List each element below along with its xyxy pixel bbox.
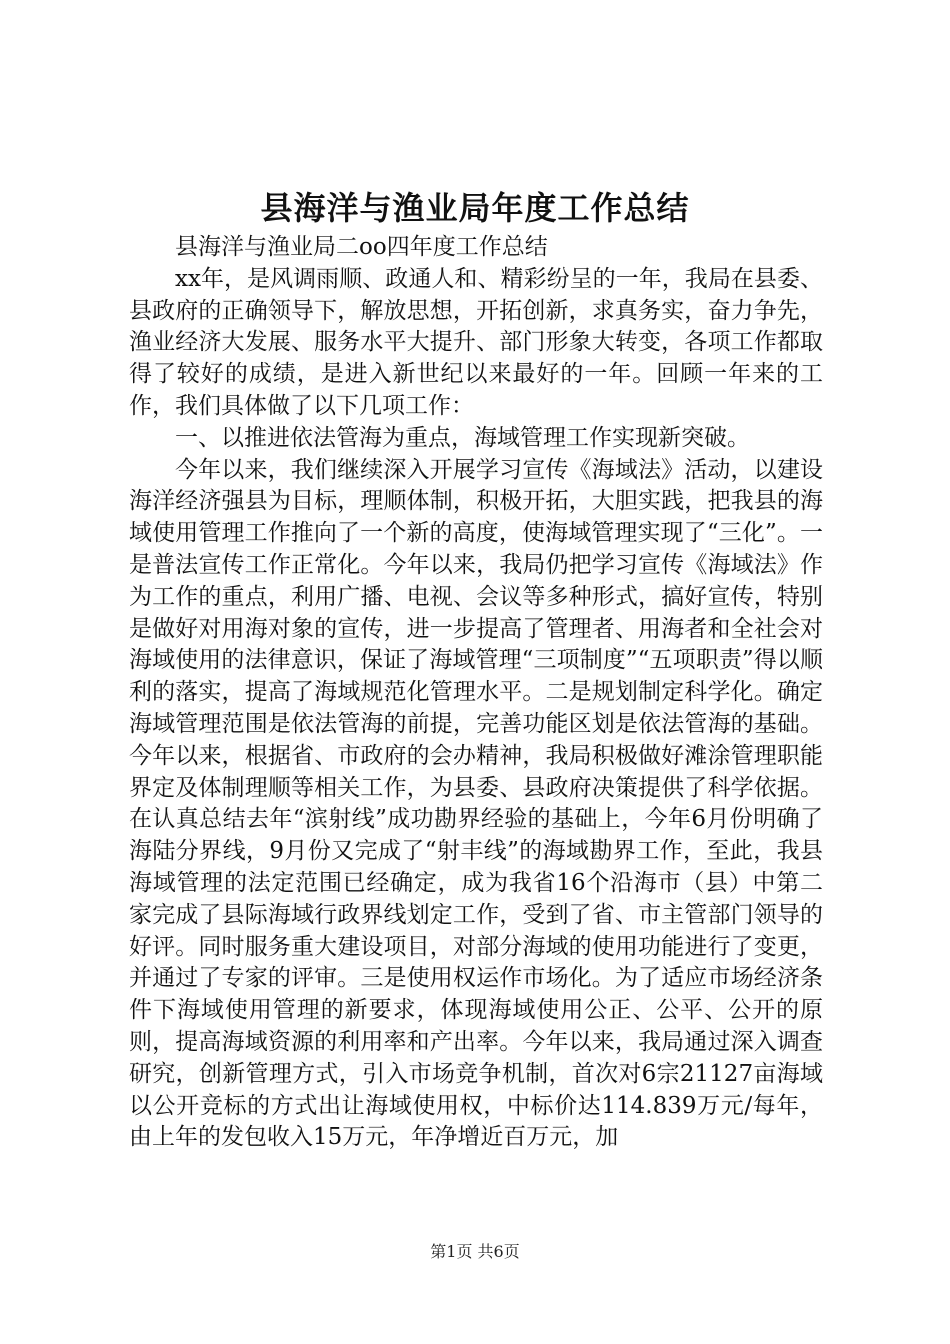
section-heading: 一、以推进依法管海为重点，海域管理工作实现新突破。 xyxy=(175,424,750,451)
intro-paragraph: xx年，是风调雨顺、政通人和、精彩纷呈的一年，我局在县委、县政府的正确领导下，解放思想，开拓创新，求真务实，奋力争先，渔业经济大发展、服务水平大提升、部门形象大转变，各项工作都取得了较好的成绩，是进入新世纪以来最好的一年。回顾一年来的工作，我们具体做了以下几项工作： xyxy=(129,265,823,419)
document-title: 县海洋与渔业局年度工作总结 xyxy=(260,189,690,227)
subtitle-paragraph: 县海洋与渔业局二oo四年度工作总结 xyxy=(175,234,548,260)
body-paragraph: 今年以来，我们继续深入开展学习宣传《海域法》活动，以建设海洋经济强县为目标，理顺体制，积极开拓，大胆实践，把我县的海域使用管理工作推向了一个新的高度，使海域管理实现了“三化”。一是普法宣传工作正常化。今年以来，我局仍把学习宣传《海域法》作为工作的重点，利用广播、电视、会议等多种形式，搞好宣传，特别是做好对用海对象的宣传，进一步提高了管理者、用海者和全社会对海域使用的法律意识，保证了海域管理“三项制度”“五项职责”得以顺利的落实，提高了海域规范化管理水平。二是规划制定科学化。确定海域管理范围是依法管海的前提，完善功能区划是依法管海的基础。今年以来，根据省、市政府的会办精神，我局积极做好滩涂管理职能界定及体制理顺等相关工作，为县委、县政府决策提供了科学依据。在认真总结去年“滨射线”成功勘界经验的基础上，今年6月份明确了海陆分界线，9月份又完成了“射丰线”的海域勘界工作，至此，我县海域管理的法定范围已经确定，成为我省16个沿海市（县）中第二家完成了县际海域行政界线划定工作，受到了省、市主管部门领导的好评。同时服务重大建设项目，对部分海域的使用功能进行了变更，并通过了专家的评审。三是使用权运作市场化。为了适应市场经济条件下海域使用管理的新要求，体现海域使用公正、公平、公开的原则，提高海域资源的利用率和产出率。今年以来，我局通过深入调查研究，创新管理方式，引入市场竞争机制，首次对6宗21127亩海域以公开竞标的方式出让海域使用权，中标价达114.839万元/每年，由上年的发包收入15万元，年净增近百万元，加 xyxy=(129,456,823,1151)
page-number-footer: 第1页 共6页 xyxy=(430,1242,520,1261)
document-body xyxy=(129,232,823,1154)
